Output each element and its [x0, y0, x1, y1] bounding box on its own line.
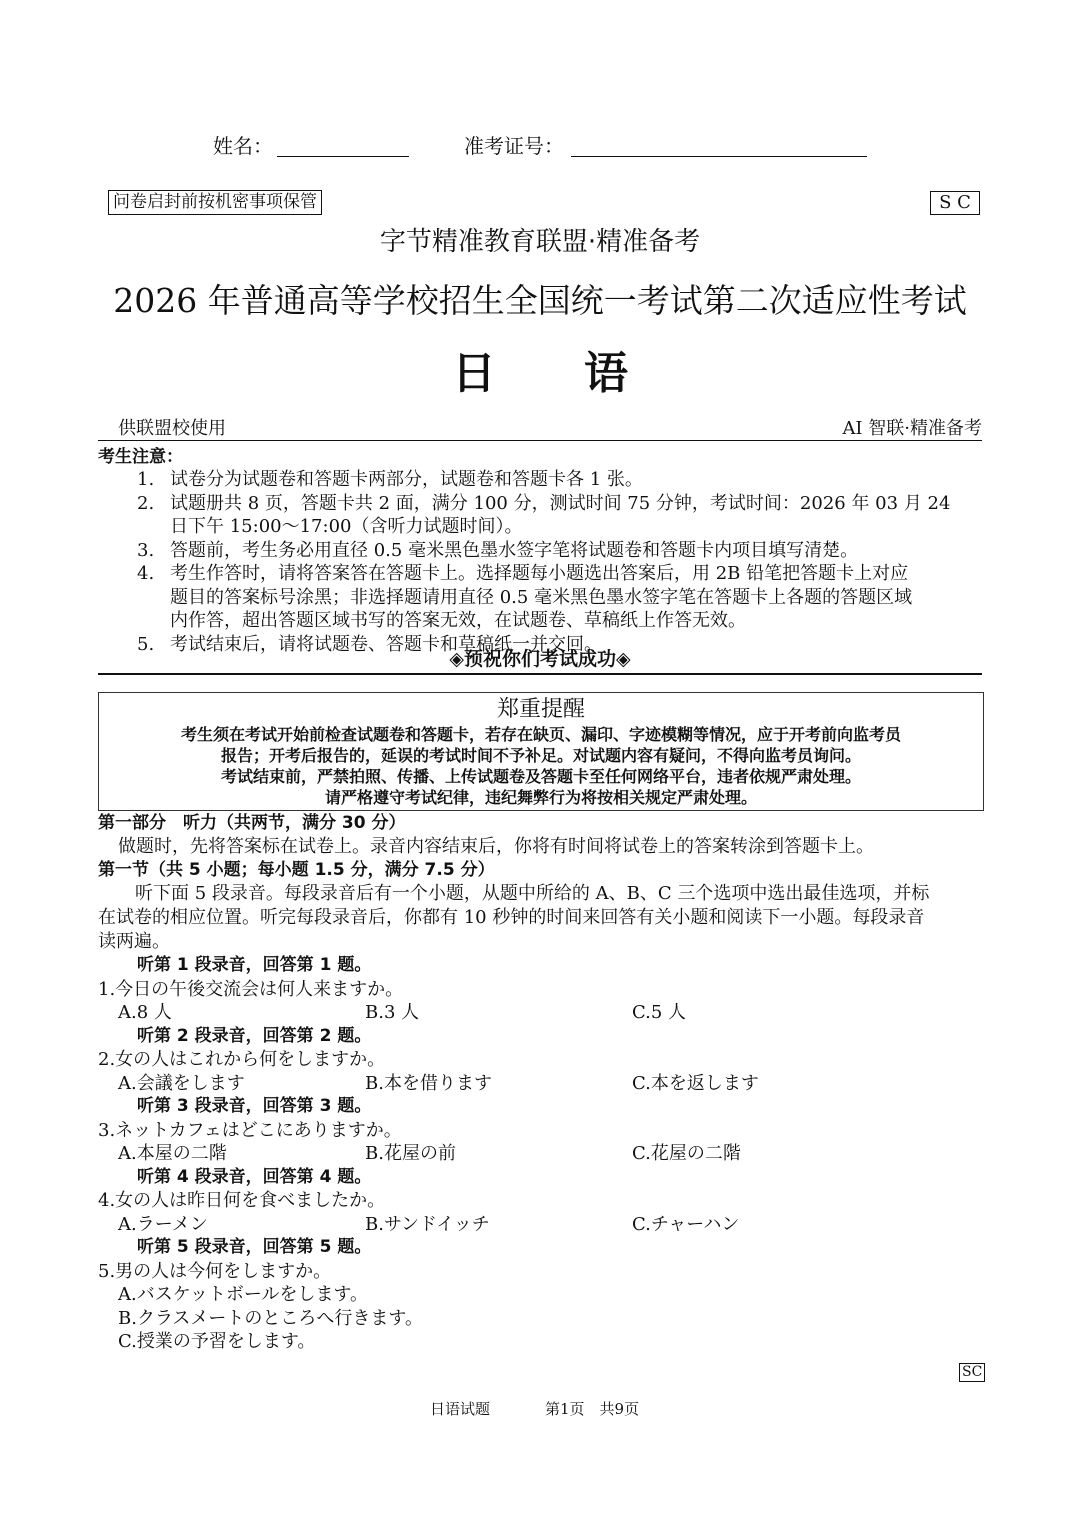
name-field[interactable] [277, 156, 409, 157]
id-field[interactable] [571, 156, 867, 157]
option-c[interactable]: C.5 人 [632, 1002, 687, 1023]
option-b[interactable]: B.花屋の前 [365, 1143, 456, 1164]
reminder-line: 考生须在考试开始前检查试题卷和答题卡，若存在缺页、漏印、字迹模糊等情况，应于开考前向监考员 [180, 725, 901, 744]
subject-title: 日 语 [452, 348, 628, 399]
notes-title: 考生注意： [98, 447, 183, 467]
option-a[interactable]: A.8 人 [118, 1002, 172, 1023]
section1-title: 第一节（共 5 小题；每小题 1.5 分，满分 7.5 分） [98, 860, 495, 880]
reminder-line: 报告；开考后报告的，延误的考试时间不予补足。对试题内容有疑问，不得向监考员询问。 [220, 746, 861, 765]
brand-label: AI 智联·精准备考 [842, 418, 982, 439]
option-c[interactable]: C.授業の予習をします。 [118, 1331, 316, 1352]
usage-label: 供联盟校使用 [118, 418, 226, 439]
note-text: 考生作答时，请将答案答在答题卡上。选择题每小题选出答案后，用 2B 铅笔把答题卡上对应 [170, 563, 909, 584]
reminder-line: 考试结束前，严禁拍照、传播、上传试题卷及答题卡至任何网络平台，违者依规严肃处理。 [220, 767, 861, 786]
question-cue: 听第 3 段录音，回答第 3 题。 [137, 1096, 372, 1116]
sc-box: S C [930, 191, 980, 215]
option-b[interactable]: B.3 人 [365, 1002, 420, 1023]
secret-notice-box: 问卷启封前按机密事项保管 [108, 190, 322, 215]
question-cue: 听第 1 段录音，回答第 1 题。 [137, 955, 372, 975]
alliance-title: 字节精准教育联盟·精准备考 [379, 227, 701, 257]
question-text: 1.今日の午後交流会は何人来ますか。 [98, 978, 404, 1000]
name-label: 姓名： [213, 134, 273, 158]
note-number: 3. [137, 539, 155, 561]
question-text: 2.女の人はこれから何をしますか。 [98, 1049, 386, 1070]
id-label: 准考证号： [464, 134, 564, 158]
option-c[interactable]: C.本を返します [632, 1072, 759, 1094]
sc-small-box: SC [959, 1363, 985, 1382]
question-cue: 听第 2 段录音，回答第 2 题。 [137, 1025, 372, 1046]
option-c[interactable]: C.花屋の二階 [632, 1143, 741, 1164]
option-a[interactable]: A.バスケットボールをします。 [118, 1284, 369, 1305]
note-text: 内作答，超出答题区域书写的答案无效，在试题卷、草稿纸上作答无效。 [170, 610, 746, 631]
reminder-box [98, 692, 984, 811]
wish-text: ◈预祝你们考试成功◈ [449, 648, 631, 670]
note-text: 日下午 15:00～17:00（含听力试题时间）。 [170, 516, 523, 537]
section1-line: 在试卷的相应位置。听完每段录音后，你都有 10 秒钟的时间来回答有关小题和阅读下一小题。每段录音 [98, 907, 925, 928]
part1-title: 第一部分 听力（共两节，满分 30 分） [98, 813, 406, 833]
footer-subject: 日语试题 [430, 1400, 491, 1418]
option-a[interactable]: A.ラーメン [118, 1213, 208, 1235]
section1-line: 听下面 5 段录音。每段录音后有一个小题，从题中所给的 A、B、C 三个选项中选出最佳选项，并标 [135, 883, 930, 904]
note-text: 试卷分为试题卷和答题卡两部分，试题卷和答题卡各 1 张。 [170, 469, 643, 490]
option-b[interactable]: B.サンドイッチ [365, 1213, 490, 1235]
option-a[interactable]: A.本屋の二階 [118, 1143, 227, 1164]
note-number: 1. [137, 469, 155, 490]
section1-line: 读两遍。 [98, 931, 170, 952]
footer-page: 第1页 共9页 [545, 1400, 640, 1418]
reminder-line: 请严格遵守考试纪律，违纪舞弊行为将按相关规定严肃处理。 [324, 788, 757, 807]
note-number: 4. [137, 563, 155, 584]
note-number: 2. [137, 492, 155, 514]
exam-title: 2026 年普通高等学校招生全国统一考试第二次适应性考试 [113, 281, 967, 320]
option-a[interactable]: A.会議をします [118, 1072, 245, 1094]
note-text: 答题前，考生务必用直径 0.5 毫米黑色墨水签字笔将试题卷和答题卡内项目填写清楚。 [170, 539, 859, 561]
question-cue: 听第 4 段录音，回答第 4 题。 [137, 1166, 372, 1187]
question-text: 3.ネットカフェはどこにありますか。 [98, 1119, 402, 1141]
option-b[interactable]: B.クラスメートのところへ行きます。 [118, 1307, 423, 1329]
notes-divider [98, 673, 982, 675]
note-number: 5. [137, 633, 155, 655]
question-cue: 听第 5 段录音，回答第 5 题。 [137, 1237, 372, 1257]
option-c[interactable]: C.チャーハン [632, 1213, 740, 1235]
usage-divider [98, 440, 982, 441]
question-text: 4.女の人は昨日何を食べましたか。 [98, 1190, 386, 1211]
part1-instruction: 做题时，先将答案标在试卷上。录音内容结束后，你将有时间将试卷上的答案转涂到答题卡上。 [118, 836, 874, 857]
reminder-title: 郑重提醒 [496, 697, 585, 722]
note-text: 题目的答案标号涂黑；非选择题请用直径 0.5 毫米黑色墨水签字笔在答题卡上各题的答题区域 [170, 586, 913, 608]
question-text: 5.男の人は今何をしますか。 [98, 1260, 332, 1282]
option-b[interactable]: B.本を借ります [365, 1072, 492, 1094]
note-text: 试题册共 8 页，答题卡共 2 面，满分 100 分，测试时间 75 分钟，考试时间：2026 年 03 月 24 [170, 492, 951, 514]
note-text: 考试结束后，请将试题卷、答题卡和草稿纸一并交回。 [170, 633, 602, 655]
